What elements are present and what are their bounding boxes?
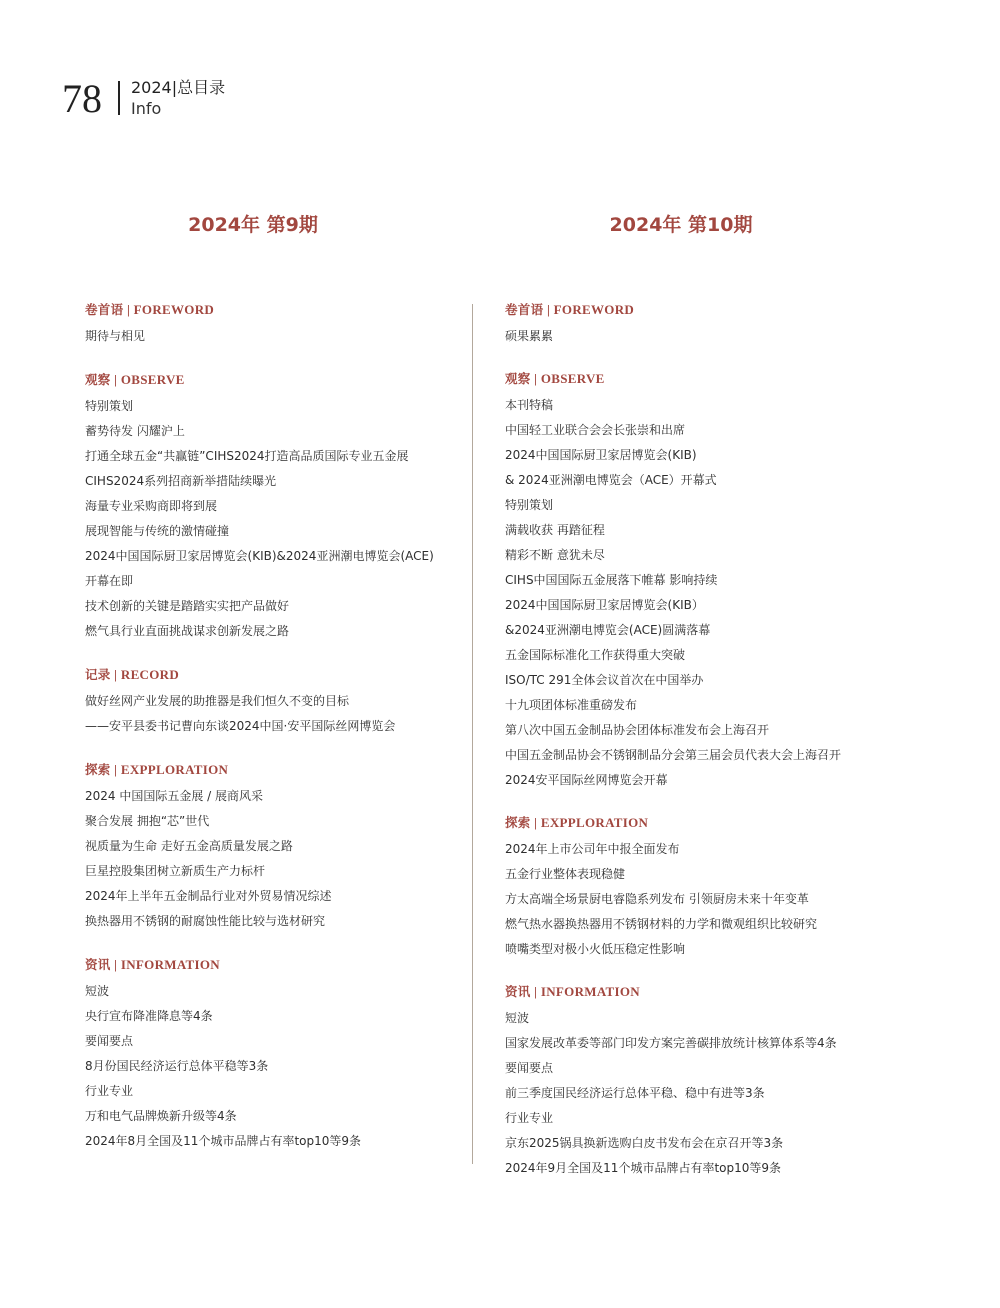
section-heading-separator: | xyxy=(110,667,121,682)
section-heading-en: OBSERVE xyxy=(120,372,185,387)
toc-section-information xyxy=(85,955,475,1154)
section-heading-separator: | xyxy=(530,815,541,830)
toc-item: & 2024亚洲潮电博览会（ACE）开幕式 xyxy=(505,473,717,487)
header-divider xyxy=(118,81,120,115)
toc-item: 燃气具行业直面挑战谋求创新发展之路 xyxy=(85,624,290,638)
section-heading-separator: | xyxy=(110,372,121,387)
section-heading xyxy=(85,300,475,320)
section-heading-cn: 资讯 xyxy=(85,957,111,972)
section-heading-cn: 资讯 xyxy=(505,984,531,999)
toc-item: ISO/TC 291全体会议首次在中国举办 xyxy=(505,673,704,687)
toc-item: 第八次中国五金制品协会团体标准发布会上海召开 xyxy=(505,723,770,737)
toc-item-list xyxy=(505,393,895,793)
toc-item: ——安平县委书记曹向东谈2024中国·安平国际丝网博览会 xyxy=(85,719,396,733)
toc-section-expploration xyxy=(85,760,475,934)
toc-item: 特别策划 xyxy=(85,399,134,413)
section-heading-en: RECORD xyxy=(120,667,180,682)
section-heading-separator: | xyxy=(110,957,121,972)
toc-item: 2024年上半年五金制品行业对外贸易情况综述 xyxy=(85,889,332,903)
toc-item: 换热器用不锈钢的耐腐蚀性能比较与选材研究 xyxy=(85,914,326,928)
toc-item: 聚合发展 拥抱“芯”世代 xyxy=(85,814,210,828)
section-heading-separator: | xyxy=(110,762,121,777)
section-heading-cn: 卷首语 xyxy=(505,302,544,317)
toc-item: 方太高端全场景厨电睿隐系列发布 引领厨房未来十年变革 xyxy=(505,892,809,906)
section-heading-separator: | xyxy=(530,984,541,999)
toc-item: 行业专业 xyxy=(505,1111,554,1125)
section-heading xyxy=(85,955,475,975)
toc-section-information xyxy=(505,982,895,1181)
section-heading xyxy=(85,665,475,685)
toc-item: 五金行业整体表现稳健 xyxy=(505,867,626,881)
toc-item: 燃气热水器换热器用不锈钢材料的力学和微观组织比较研究 xyxy=(505,917,818,931)
section-heading-separator: | xyxy=(530,371,541,386)
toc-item-list xyxy=(505,1006,895,1181)
toc-item-list xyxy=(85,324,475,349)
toc-item-list xyxy=(85,689,475,739)
section-heading xyxy=(85,370,475,390)
toc-item: 8月份国民经济运行总体平稳等3条 xyxy=(85,1059,269,1073)
toc-item: 万和电气品牌焕新升级等4条 xyxy=(85,1109,237,1123)
toc-item: CIHS中国国际五金展落下帷幕 影响持续 xyxy=(505,573,718,587)
toc-section-observe xyxy=(85,370,475,644)
section-heading-cn: 观察 xyxy=(85,372,111,387)
section-heading xyxy=(85,760,475,780)
toc-item: 展现智能与传统的激情碰撞 xyxy=(85,524,230,538)
toc-item: 2024中国国际厨卫家居博览会(KIB） xyxy=(505,598,704,612)
toc-item: 2024 中国国际五金展 / 展商风采 xyxy=(85,789,264,803)
section-heading-en: OBSERVE xyxy=(540,371,605,386)
section-heading-en: INFORMATION xyxy=(540,984,640,999)
toc-item: 要闻要点 xyxy=(85,1034,134,1048)
toc-item: 国家发展改革委等部门印发方案完善碳排放统计核算体系等4条 xyxy=(505,1036,837,1050)
toc-item: 2024年9月全国及11个城市品牌占有率top10等9条 xyxy=(505,1161,782,1175)
section-heading xyxy=(505,369,895,389)
header-subtitle: Info xyxy=(131,99,162,118)
toc-item: 2024年上市公司年中报全面发布 xyxy=(505,842,680,856)
section-heading-en: INFORMATION xyxy=(120,957,220,972)
section-heading-en: EXPPLORATION xyxy=(120,762,229,777)
toc-item: CIHS2024系列招商新举措陆续曝光 xyxy=(85,474,277,488)
toc-item: 蓄势待发 闪耀沪上 xyxy=(85,424,185,438)
toc-item: 短波 xyxy=(505,1011,530,1025)
section-heading xyxy=(505,982,895,1002)
toc-section-record xyxy=(85,665,475,739)
toc-item: 短波 xyxy=(85,984,110,998)
toc-item: 开幕在即 xyxy=(85,574,134,588)
toc-item: 喷嘴类型对极小火低压稳定性影响 xyxy=(505,942,686,956)
section-heading-cn: 探索 xyxy=(85,762,111,777)
section-heading-cn: 记录 xyxy=(85,667,111,682)
toc-item: 打通全球五金“共赢链”CIHS2024打造高品质国际专业五金展 xyxy=(85,449,409,463)
section-heading-separator: | xyxy=(123,302,134,317)
toc-item: 本刊特稿 xyxy=(505,398,554,412)
section-heading-en: EXPPLORATION xyxy=(540,815,649,830)
toc-item: 行业专业 xyxy=(85,1084,134,1098)
toc-item: 视质量为生命 走好五金高质量发展之路 xyxy=(85,839,293,853)
toc-item-list xyxy=(85,394,475,644)
section-heading-cn: 观察 xyxy=(505,371,531,386)
issue-10-contents xyxy=(505,300,895,1181)
toc-section-foreword xyxy=(85,300,475,349)
toc-item: 硕果累累 xyxy=(505,329,554,343)
toc-item: 2024年8月全国及11个城市品牌占有率top10等9条 xyxy=(85,1134,362,1148)
page-number: 78 xyxy=(62,76,102,121)
toc-item: 特别策划 xyxy=(505,498,554,512)
toc-item: 海量专业采购商即将到展 xyxy=(85,499,218,513)
section-heading-cn: 探索 xyxy=(505,815,531,830)
toc-item: 满载收获 再踏征程 xyxy=(505,523,605,537)
toc-section-expploration xyxy=(505,813,895,962)
header-title: 2024|总目录 xyxy=(131,78,226,97)
toc-item: 前三季度国民经济运行总体平稳、稳中有进等3条 xyxy=(505,1086,765,1100)
issue-title-10: 2024年 第10期 xyxy=(609,214,753,236)
toc-item: 2024中国国际厨卫家居博览会(KIB) xyxy=(505,448,697,462)
toc-item: 2024安平国际丝网博览会开幕 xyxy=(505,773,668,787)
toc-item: 中国五金制品协会不锈钢制品分会第三届会员代表大会上海召开 xyxy=(505,748,842,762)
toc-item: 精彩不断 意犹未尽 xyxy=(505,548,605,562)
toc-item: 十九项团体标准重磅发布 xyxy=(505,698,638,712)
section-heading-en: FOREWORD xyxy=(553,302,635,317)
toc-item: 要闻要点 xyxy=(505,1061,554,1075)
toc-item: 2024中国国际厨卫家居博览会(KIB)&2024亚洲潮电博览会(ACE) xyxy=(85,549,434,563)
section-heading-separator: | xyxy=(543,302,554,317)
toc-item-list xyxy=(505,324,895,349)
toc-item: 央行宣布降准降息等4条 xyxy=(85,1009,213,1023)
section-heading-en: FOREWORD xyxy=(133,302,215,317)
issue-9-contents xyxy=(85,300,475,1154)
toc-item: 京东2025锅具换新选购白皮书发布会在京召开等3条 xyxy=(505,1136,784,1150)
toc-item: 期待与相见 xyxy=(85,329,146,343)
section-heading xyxy=(505,300,895,320)
toc-section-observe xyxy=(505,369,895,793)
toc-item: 做好丝网产业发展的助推器是我们恒久不变的目标 xyxy=(85,694,350,708)
toc-item-list xyxy=(85,784,475,934)
toc-item: &2024亚洲潮电博览会(ACE)圆满落幕 xyxy=(505,623,711,637)
toc-item: 技术创新的关键是踏踏实实把产品做好 xyxy=(85,599,290,613)
section-heading xyxy=(505,813,895,833)
issue-title-9: 2024年 第9期 xyxy=(188,214,318,236)
toc-section-foreword xyxy=(505,300,895,349)
toc-item-list xyxy=(85,979,475,1154)
toc-item-list xyxy=(505,837,895,962)
section-heading-cn: 卷首语 xyxy=(85,302,124,317)
toc-item: 巨星控股集团树立新质生产力标杆 xyxy=(85,864,266,878)
toc-item: 中国轻工业联合会会长张崇和出席 xyxy=(505,423,686,437)
toc-item: 五金国际标准化工作获得重大突破 xyxy=(505,648,686,662)
